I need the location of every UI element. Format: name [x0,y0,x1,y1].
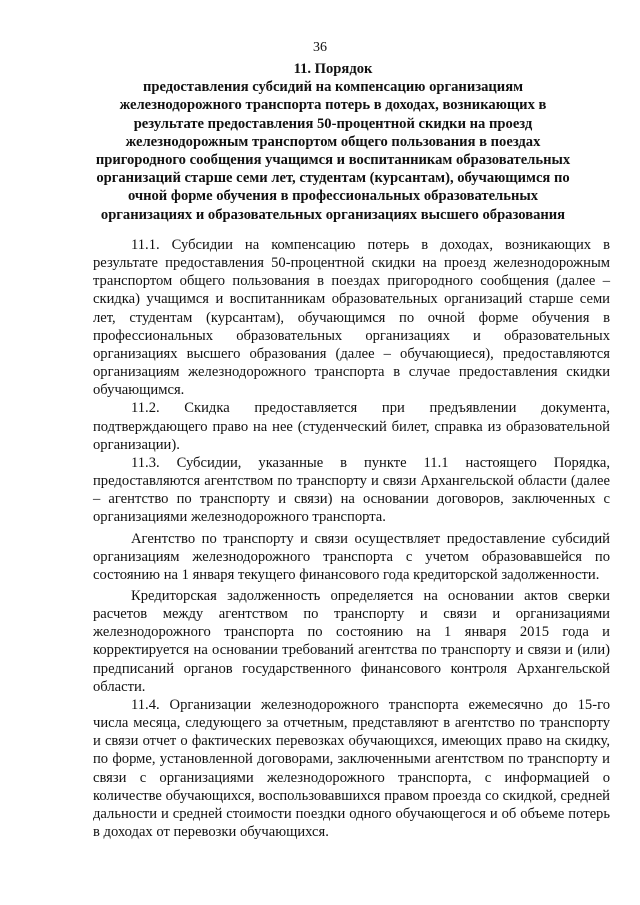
section-title: 11. Порядок [293,61,373,77]
paragraph-11-3-agency: Агентство по транспорту и связи осуществляет предоставление субсидий организациям железнодорожного транспорта с учетом образовавшейся по состоянию на 1 января текущего финансового года кредиторской задолженности. [93,530,610,583]
section-heading [92,60,574,224]
paragraph-11-3: 11.3. Субсидии, указанные в пункте 11.1 настоящего Порядка, предоставляются агентством по транспорту и связи Архангельской области (далее – агентство по транспорту и связи) на основании договоров, заключенных с организациями железнодорожного транспорта. [93,454,610,526]
paragraph-11-3-debt: Кредиторская задолженность определяется на основании актов сверки расчетов между агентством по транспорту и связи и организациями железнодорожного транспорта по состоянию на 1 января 2015 года и корректируется на основании требований агентства по транспорту и связи и (или) предписаний органов государственного финансового контроля Архангельской области. [93,587,610,695]
paragraph-11-1: 11.1. Субсидии на компенсацию потерь в доходах, возникающих в результате предоставления 50-процентной скидки на проезд железнодорожным транспортом общего пользования в поездах пригородного сообщения (далее – скидка) учащимся и воспитанникам образовательных организаций старше семи лет, студентам (курсантам), обучающимся по очной форме обучения в профессиональных образовательных организациях и образовательных организациях высшего образования (далее – обучающиеся), предоставляются организациям железнодорожного транспорта в случае предоставления скидки обучающимся. [93,237,610,399]
section-subtitle: предоставления субсидий на компенсацию организациям железнодорожного транспорта потерь в доходах, возникающих в результате предоставления 50-процентной скидки на проезд железнодорожным транспортом общего пользования в поездах пригородного сообщения учащимся и воспитанникам образовательных организаций старше семи лет, студентам (курсантам), обучающимся по очной форме обучения в профессиональных образовательных организациях и образовательных организациях высшего образования [95,79,571,223]
section-body [93,236,610,841]
page-number: 36 [313,40,327,55]
paragraph-11-2: 11.2. Скидка предоставляется при предъявлении документа, подтверждающего право на нее (студенческий билет, справка из образовательной организации). [93,400,610,453]
paragraph-11-4: 11.4. Организации железнодорожного транспорта ежемесячно до 15-го числа месяца, следующего за отчетным, представляют в агентство по транспорту и связи отчет о фактических перевозках обучающихся, имеющих право на скидку, по форме, установленной договорами, заключенными агентством по транспорту и связи с организациями железнодорожного транспорта, с информацией о количестве обучающихся, воспользовавшихся правом проезда со скидкой, средней дальности и средней стоимости поездки одного обучающегося и об объеме потерь в доходах от перевозки обучающихся. [93,696,610,840]
